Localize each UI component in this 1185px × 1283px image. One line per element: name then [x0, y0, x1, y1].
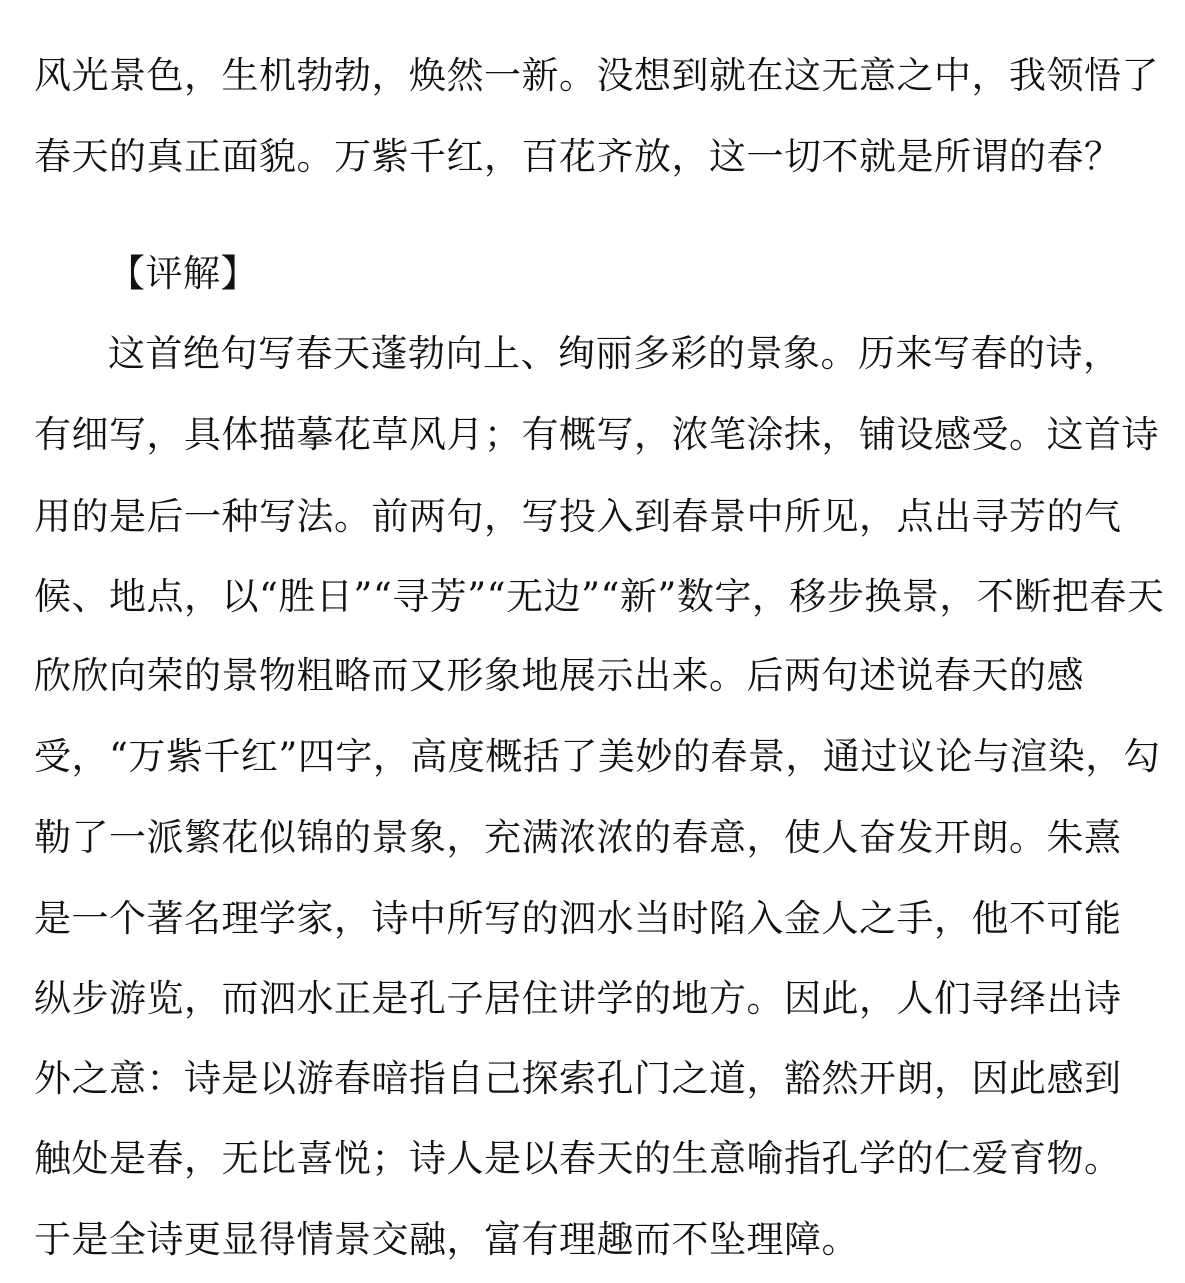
- text-line: 这首绝句写春天蓬勃向上、绚丽多彩的景象。历来写春的诗，: [108, 332, 1121, 375]
- text-line: 春天的真正面貌。万紫千红，百花齐放，这一切不就是所谓的春？: [34, 135, 1122, 178]
- section-heading: 【评解】: [108, 252, 258, 295]
- text-line: 候、地点，以“胜日”“寻芳”“无边”“新”数字，移步换景，不断把春天: [34, 575, 1165, 618]
- text-line: 有细写，具体描摹花草风月；有概写，浓笔涂抹，铺设感受。这首诗: [34, 413, 1159, 456]
- text-line: 受，“万紫千红”四字，高度概括了美妙的春景，通过议论与渲染，勾: [34, 735, 1161, 778]
- text-line: 风光景色，生机勃勃，焕然一新。没想到就在这无意之中，我领悟了: [34, 54, 1159, 97]
- text-line: 欣欣向荣的景物粗略而又形象地展示出来。后两句述说春天的感: [34, 654, 1084, 697]
- text-line: 用的是后一种写法。前两句，写投入到春景中所见，点出寻芳的气: [34, 495, 1122, 538]
- text-line: 勒了一派繁花似锦的景象，充满浓浓的春意，使人奋发开朗。朱熹: [34, 816, 1122, 859]
- text-line: 是一个著名理学家，诗中所写的泗水当时陷入金人之手，他不可能: [34, 897, 1122, 940]
- text-line: 外之意：诗是以游春暗指自己探索孔门之道，豁然开朗，因此感到: [34, 1057, 1122, 1100]
- text-line: 触处是春，无比喜悦；诗人是以春天的生意喻指孔学的仁爱育物。: [34, 1137, 1122, 1180]
- text-line: 纵步游览，而泗水正是孔子居住讲学的地方。因此，人们寻绎出诗: [34, 977, 1122, 1020]
- text-line: 于是全诗更显得情景交融，富有理趣而不坠理障。: [34, 1218, 859, 1261]
